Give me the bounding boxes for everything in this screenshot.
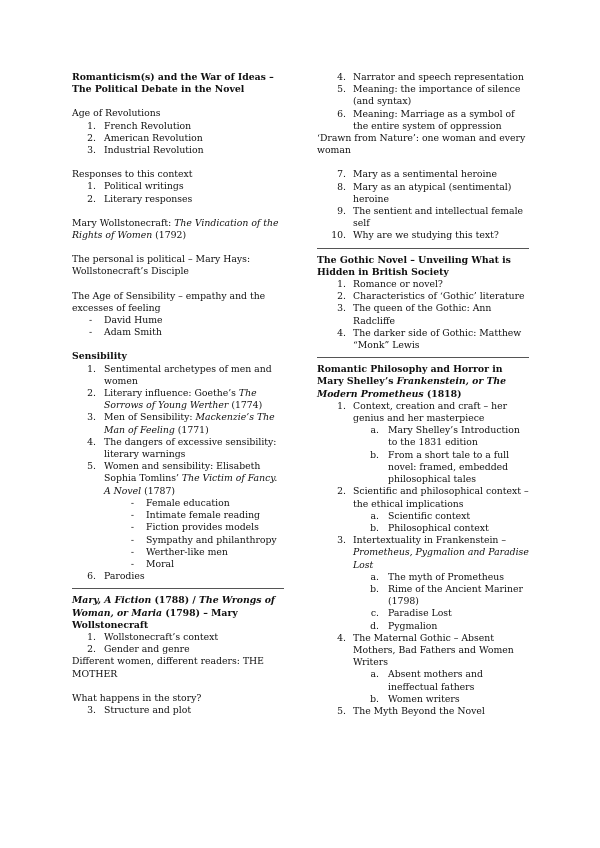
- list-item: 6. Meaning: Marriage as a symbol of the entire system of oppression: [337, 108, 515, 132]
- list-item: b. Philosophical context: [370, 522, 489, 534]
- list-item: 3. Structure and plot: [87, 704, 192, 716]
- list-item: 4. The darker side of Gothic: Matthew “Monk” Lewis: [337, 327, 522, 352]
- list-item: - Fiction provides models: [130, 522, 259, 534]
- section-title-romanticism: Romanticism(s) and the War of Ideas – The Political Debate in the Novel: [72, 72, 274, 96]
- continued-list: [317, 72, 529, 133]
- list-item: - Adam Smith: [89, 327, 162, 339]
- age-of-revolutions-heading: Age of Revolutions: [72, 108, 161, 120]
- gothic-novel-heading: The Gothic Novel – Unveiling What is Hidden in British Society: [317, 254, 511, 278]
- list-item: b. Women writers: [370, 693, 460, 705]
- list-item: 3. Men of Sensibility: Mackenzie’s The Man of Feeling (1771): [87, 412, 275, 436]
- left-column: [72, 72, 284, 717]
- different-women-paragraph: Different women, different readers: THE MOTHER: [72, 656, 264, 680]
- list-item: d. Pygmalion: [370, 620, 438, 632]
- list-item: a. Absent mothers and ineffectual fathers: [370, 669, 483, 693]
- mary-hays-paragraph: The personal is political – Mary Hays: Wollstonecraft’s Disciple: [72, 254, 251, 278]
- drawn-from-nature-paragraph: ‘Drawn from Nature’: one woman and every woman: [317, 133, 526, 157]
- sub-list: [317, 511, 529, 535]
- right-column: [317, 72, 529, 718]
- sensibility-list: [72, 364, 284, 584]
- list-item: 5. The Myth Beyond the Novel: [337, 705, 485, 717]
- list-item: 5. Meaning: the importance of silence (and syntax): [337, 84, 521, 108]
- list-item: - David Hume: [89, 315, 163, 327]
- responses-heading: Responses to this context: [72, 169, 193, 181]
- gothic-list: [317, 279, 529, 352]
- list-item: 1. Context, creation and craft – her genius and her masterpiece: [337, 400, 508, 425]
- sub-list: [317, 425, 529, 486]
- list-item: 8. Mary as an atypical (sentimental) heroine: [337, 181, 512, 205]
- list-item: 2. Scientific and philosophical context – the ethical implications: [337, 486, 529, 510]
- list-item: 2. Characteristics of ‘Gothic’ literature: [337, 291, 525, 303]
- age-of-sensibility: The Age of Sensibility – empathy and the excesses of feeling: [72, 290, 266, 314]
- list-item: 1. Political writings: [87, 181, 184, 193]
- list-item: 4. The dangers of excessive sensibility: literary warnings: [87, 436, 277, 461]
- list-item: - Female education: [130, 497, 230, 509]
- list-item: 2. Literary influence: Goethe’s The Sorrows of Young Werther (1774): [87, 388, 263, 412]
- responses-list: [72, 181, 284, 205]
- list-item: 4. Narrator and speech representation: [337, 72, 524, 83]
- mary-fiction-heading: Mary, A Fiction (1788) / The Wrongs of Woman, or Maria (1798) – Mary Wollstonecraft: [72, 595, 275, 631]
- list-item: a. The myth of Prometheus: [370, 571, 504, 583]
- list-item: 3. Industrial Revolution: [87, 145, 204, 157]
- list-item: 3. Intertextuality in Frankenstein – Prometheus, Pygmalion and Paradise Lost: [337, 535, 529, 571]
- list-item: 2. Gender and genre: [87, 644, 190, 656]
- list-item: - Intimate female reading: [130, 510, 261, 522]
- sub-list: [317, 669, 529, 706]
- list-item: 9. The sentient and intellectual female self: [337, 206, 524, 230]
- list-item: a. Mary Shelley’s Introduction to the 1831 edition: [370, 425, 520, 449]
- wollstonecraft-vindication: Mary Wollstonecraft: The Vindication of the Rights of Women (1792): [72, 217, 279, 242]
- list-item: 2. American Revolution: [87, 132, 203, 144]
- list-item: 1. Sentimental archetypes of men and women: [87, 363, 272, 387]
- list-item: 10. Why are we studying this text?: [331, 230, 499, 242]
- list-item: - Sympathy and philanthropy: [130, 534, 277, 546]
- list-item: - Werther-like men: [130, 546, 228, 558]
- list-item: 7. Mary as a sentimental heroine: [337, 169, 497, 181]
- sub-list: [317, 572, 529, 633]
- list-item: a. Scientific context: [370, 510, 471, 522]
- section-divider: [317, 248, 529, 249]
- philosophers-list: [72, 315, 284, 339]
- section-divider: [317, 357, 529, 358]
- sensibility-heading: Sensibility: [72, 351, 127, 363]
- sub-list: [72, 498, 284, 571]
- structure-list: [72, 705, 284, 717]
- mary-fiction-list: [72, 632, 284, 656]
- list-item: 4. The Maternal Gothic – Absent Mothers, Bad Fathers and Women Writers: [337, 632, 514, 669]
- frankenstein-list: [317, 401, 529, 718]
- list-item: 2. Literary responses: [87, 193, 193, 205]
- list-item: 1. French Revolution: [87, 120, 192, 132]
- list-item: 5. Women and sensibility: Elisabeth Sophia Tomlins’ The Victim of Fancy. A Novel (1787): [87, 461, 278, 497]
- list-item: 1. Romance or novel?: [337, 279, 443, 291]
- frankenstein-heading: Romantic Philosophy and Horror in Mary Shelley’s Frankenstein, or The Modern Prometheus (1818): [317, 364, 507, 400]
- list-item: 3. The queen of the Gothic: Ann Radcliffe: [337, 303, 492, 327]
- list-item: - Moral: [130, 558, 175, 570]
- what-happens-paragraph: What happens in the story?: [72, 692, 202, 704]
- section-divider: [72, 588, 284, 589]
- list-item: b. Rime of the Ancient Mariner (1798): [370, 583, 523, 608]
- revolutions-list: [72, 121, 284, 158]
- list-item: b. From a short tale to a full novel: framed, embedded philosophical tales: [370, 449, 510, 486]
- list-item: 1. Wollstonecraft’s context: [87, 631, 219, 643]
- list-item: c. Paradise Lost: [370, 608, 452, 620]
- heroine-list: [317, 169, 529, 242]
- list-item: 6. Parodies: [87, 571, 145, 583]
